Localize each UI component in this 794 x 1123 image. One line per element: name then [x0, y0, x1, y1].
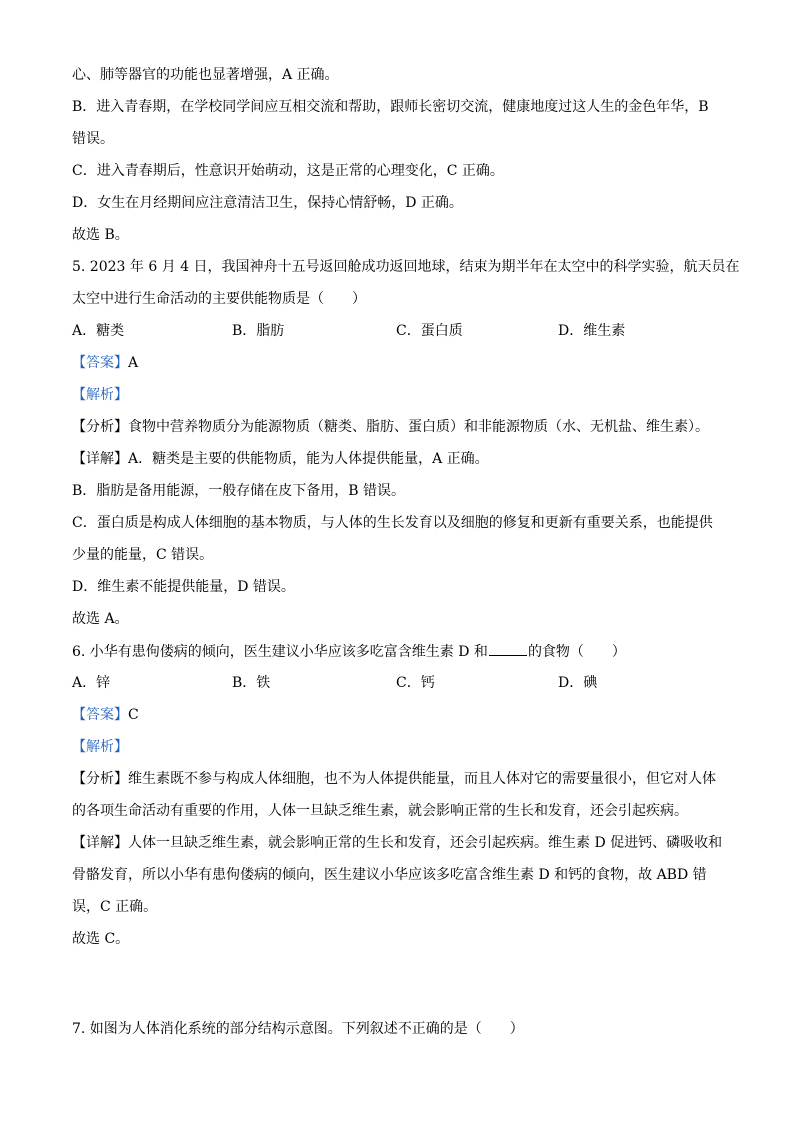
- answer-tag: 【答案】: [72, 355, 128, 371]
- text-line: 心、肺等器官的功能也显著增强，A 正确。: [72, 67, 339, 83]
- xiangjie-tag: 【详解】: [72, 835, 128, 851]
- option-b: B．脂肪: [232, 323, 285, 339]
- text-line: 故选 B。: [72, 227, 129, 243]
- text-line: 骨骼发育，所以小华有患佝偻病的倾向，医生建议小华应该多吃富含维生素 D 和钙的食物，故 ABD 错: [72, 867, 707, 883]
- text-line: 错误。: [72, 131, 114, 147]
- question-6-stem: 6. 小华有患佝偻病的倾向，医生建议小华应该多吃富含维生素 D 和 的食物（ ）: [72, 644, 626, 660]
- text-line: D．女生在月经期间应注意清洁卫生，保持心情舒畅，D 正确。: [72, 195, 463, 211]
- question-5-stem: 5. 2023 年 6 月 4 日，我国神舟十五号返回舱成功返回地球，结束为期半年在太空中的科学实验，航天员在: [72, 259, 740, 275]
- analysis-heading: 【解析】: [72, 387, 128, 403]
- option-d: D．碘: [558, 675, 598, 691]
- text-line: B．脂肪是备用能源，一般存储在皮下备用，B 错误。: [72, 483, 406, 499]
- text-line: B．进入青春期，在学校同学间应互相交流和帮助，跟师长密切交流，健康地度过这人生的金色年华，B: [72, 99, 709, 115]
- fenxi-line: 【分析】维生素既不参与构成人体细胞，也不为人体提供能量，而且人体对它的需要量很小，但它对人体: [72, 771, 716, 787]
- analysis-heading: 【解析】: [72, 739, 128, 755]
- answer-value: A: [128, 355, 139, 371]
- fenxi-tag: 【分析】: [72, 771, 128, 787]
- text-line: C．进入青春期后，性意识开始萌动，这是正常的心理变化，C 正确。: [72, 163, 504, 179]
- option-c: C．钙: [396, 675, 435, 691]
- text-line: 少量的能量，C 错误。: [72, 547, 214, 563]
- answer-line: [72, 706, 139, 724]
- text-line: 故选 C。: [72, 931, 130, 947]
- option-a: A．糖类: [72, 323, 125, 339]
- text-line: D．维生素不能提供能量，D 错误。: [72, 579, 295, 595]
- text-line: 误，C 正确。: [72, 899, 158, 915]
- fenxi-line: 【分析】食物中营养物质分为能源物质（糖类、脂肪、蛋白质）和非能源物质（水、无机盐、维生素）。: [72, 419, 709, 435]
- answer-tag: 【答案】: [72, 707, 128, 723]
- xiangjie-line: 【详解】A．糖类是主要的供能物质，能为人体提供能量，A 正确。: [72, 451, 489, 467]
- text-line: 的各项生命活动有重要的作用，人体一旦缺乏维生素，就会影响正常的生长和发育，还会引起疾病。: [72, 803, 688, 819]
- question-5-stem: 太空中进行生命活动的主要供能物质是（ ）: [72, 291, 366, 307]
- option-d: D．维生素: [558, 323, 626, 339]
- text-line: C．蛋白质是构成人体细胞的基本物质，与人体的生长发育以及细胞的修复和更新有重要关系，也能提供: [72, 515, 713, 531]
- option-b: B．铁: [232, 675, 271, 691]
- text-line: 故选 A。: [72, 611, 129, 627]
- question-5-options: [72, 322, 722, 340]
- option-a: A．锌: [72, 675, 111, 691]
- fill-blank: [489, 642, 527, 656]
- answer-line: [72, 354, 138, 372]
- option-c: C．蛋白质: [396, 323, 463, 339]
- question-7-stem: 7. 如图为人体消化系统的部分结构示意图。下列叙述不正确的是（ ）: [72, 1021, 524, 1037]
- xiangjie-tag: 【详解】: [72, 451, 128, 467]
- answer-value: C: [128, 707, 139, 723]
- xiangjie-line: 【详解】人体一旦缺乏维生素，就会影响正常的生长和发育，还会引起疾病。维生素 D 促进钙、磷吸收和: [72, 835, 723, 851]
- question-6-options: [72, 674, 722, 692]
